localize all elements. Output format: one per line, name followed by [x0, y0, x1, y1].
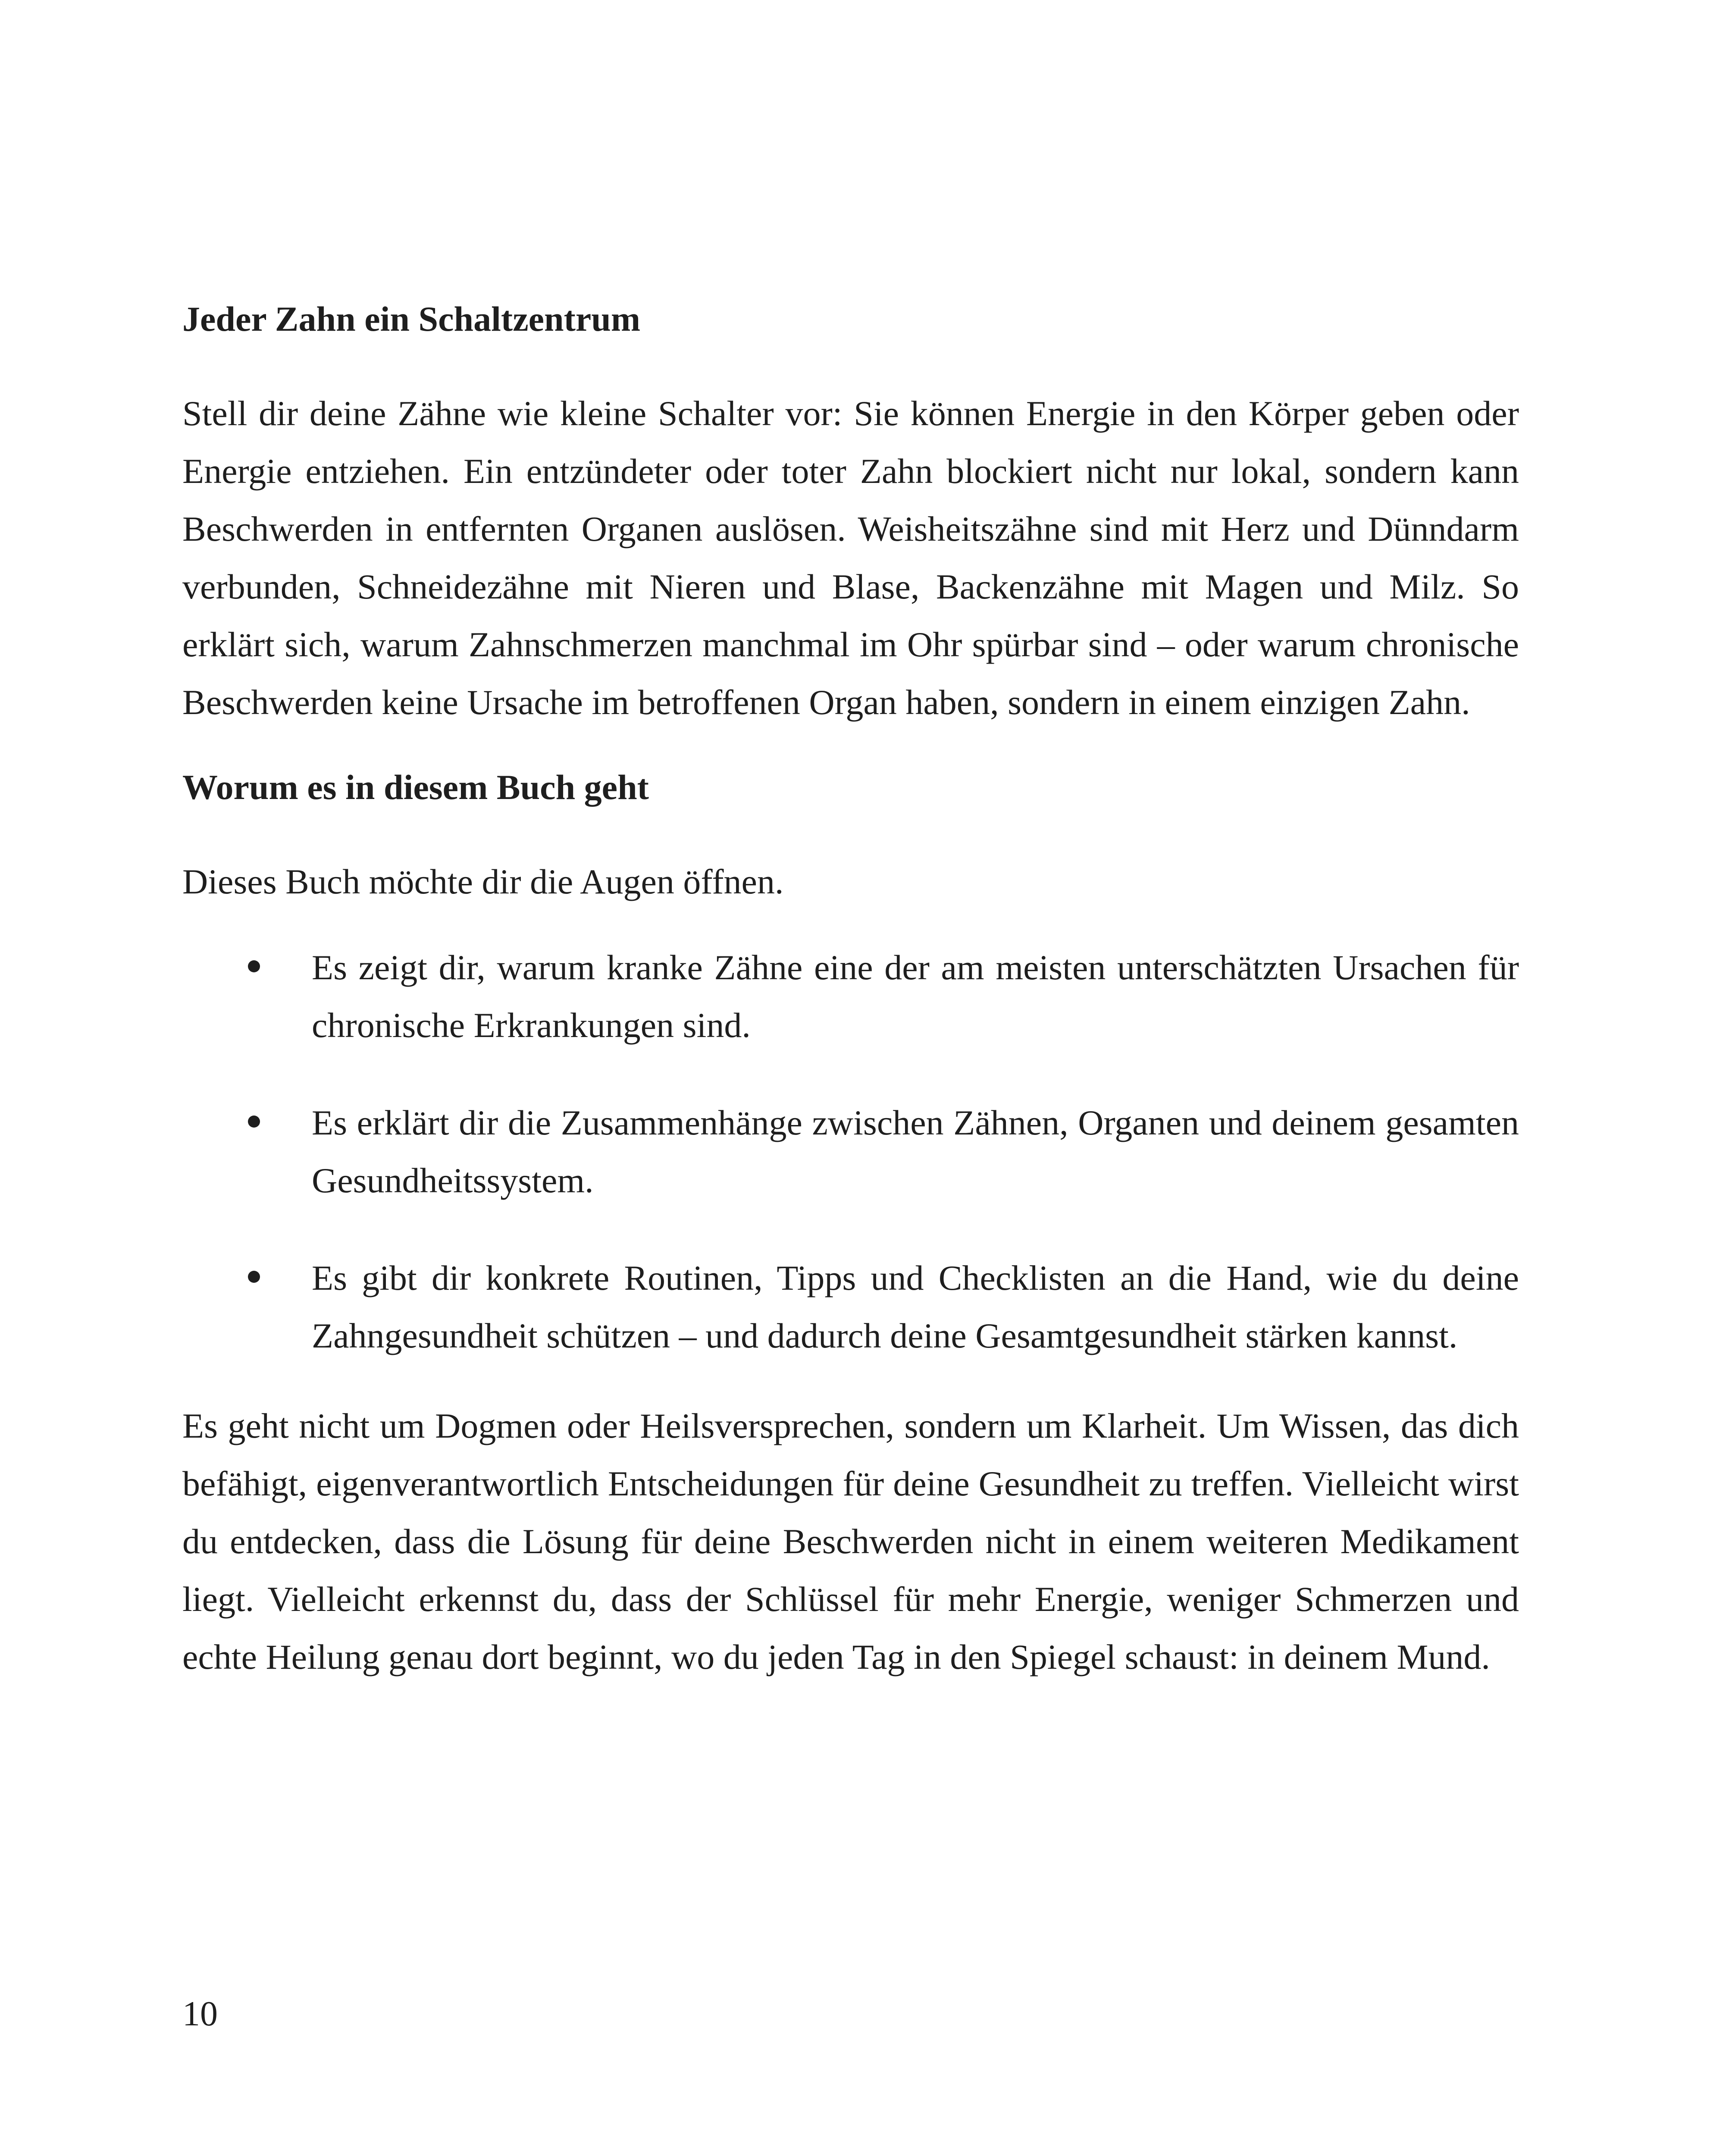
- section-heading-schaltzentrum: Jeder Zahn ein Schaltzentrum: [182, 299, 641, 338]
- list-item: [182, 1094, 1519, 1210]
- bullet-icon: [248, 1116, 260, 1128]
- page-content: [182, 293, 1519, 1686]
- list-item: [182, 939, 1519, 1054]
- list-item-text: Es gibt dir konkrete Routinen, Tipps und Checklisten an die Hand, wie du deine Zahngesundheit schützen – und dadurch deine Gesamtgesundheit stärken kannst.: [312, 1258, 1519, 1355]
- bullet-icon: [248, 960, 260, 972]
- bullet-list: [182, 939, 1519, 1365]
- intro-paragraph: Dieses Buch möchte dir die Augen öffnen.: [182, 862, 784, 901]
- closing-paragraph: Es geht nicht um Dogmen oder Heilsversprechen, sondern um Klarheit. Um Wissen, das dich befähigt, eigenverantwortlich Entscheidungen für deine Gesundheit zu treffen. Vielleicht wirst du entdecken, dass die Lösung für deine Beschwerden nicht in einem weiteren Medikament liegt. Vielleicht erkennst du, dass der Schlüssel für mehr Energie, weniger Schmerzen und echte Heilung genau dort beginnt, wo du jeden Tag in den Spiegel schaust: in deinem Mund.: [182, 1406, 1519, 1677]
- section-heading-buch: Worum es in diesem Buch geht: [182, 768, 649, 807]
- list-item-text: Es erklärt dir die Zusammenhänge zwischen Zähnen, Organen und deinem gesamten Gesundheitssystem.: [312, 1103, 1519, 1200]
- paragraph-schaltzentrum: Stell dir deine Zähne wie kleine Schalter vor: Sie können Energie in den Körper geben oder Energie entziehen. Ein entzündeter oder toter Zahn blockiert nicht nur lokal, sondern kann Beschwerden in entfernten Organen auslösen. Weisheitszähne sind mit Herz und Dünndarm verbunden, Schneidezähne mit Nieren und Blase, Backenzähne mit Magen und Milz. So erklärt sich, warum Zahnschmerzen manchmal im Ohr spürbar sind – oder warum chronische Beschwerden keine Ursache im betroffenen Organ haben, sondern in einem einzigen Zahn.: [182, 394, 1519, 722]
- page-number: 10: [182, 1994, 218, 2033]
- list-item-text: Es zeigt dir, warum kranke Zähne eine der am meisten unterschätzten Ursachen für chronische Erkrankungen sind.: [312, 948, 1519, 1045]
- list-item: [182, 1249, 1519, 1365]
- bullet-icon: [248, 1271, 260, 1283]
